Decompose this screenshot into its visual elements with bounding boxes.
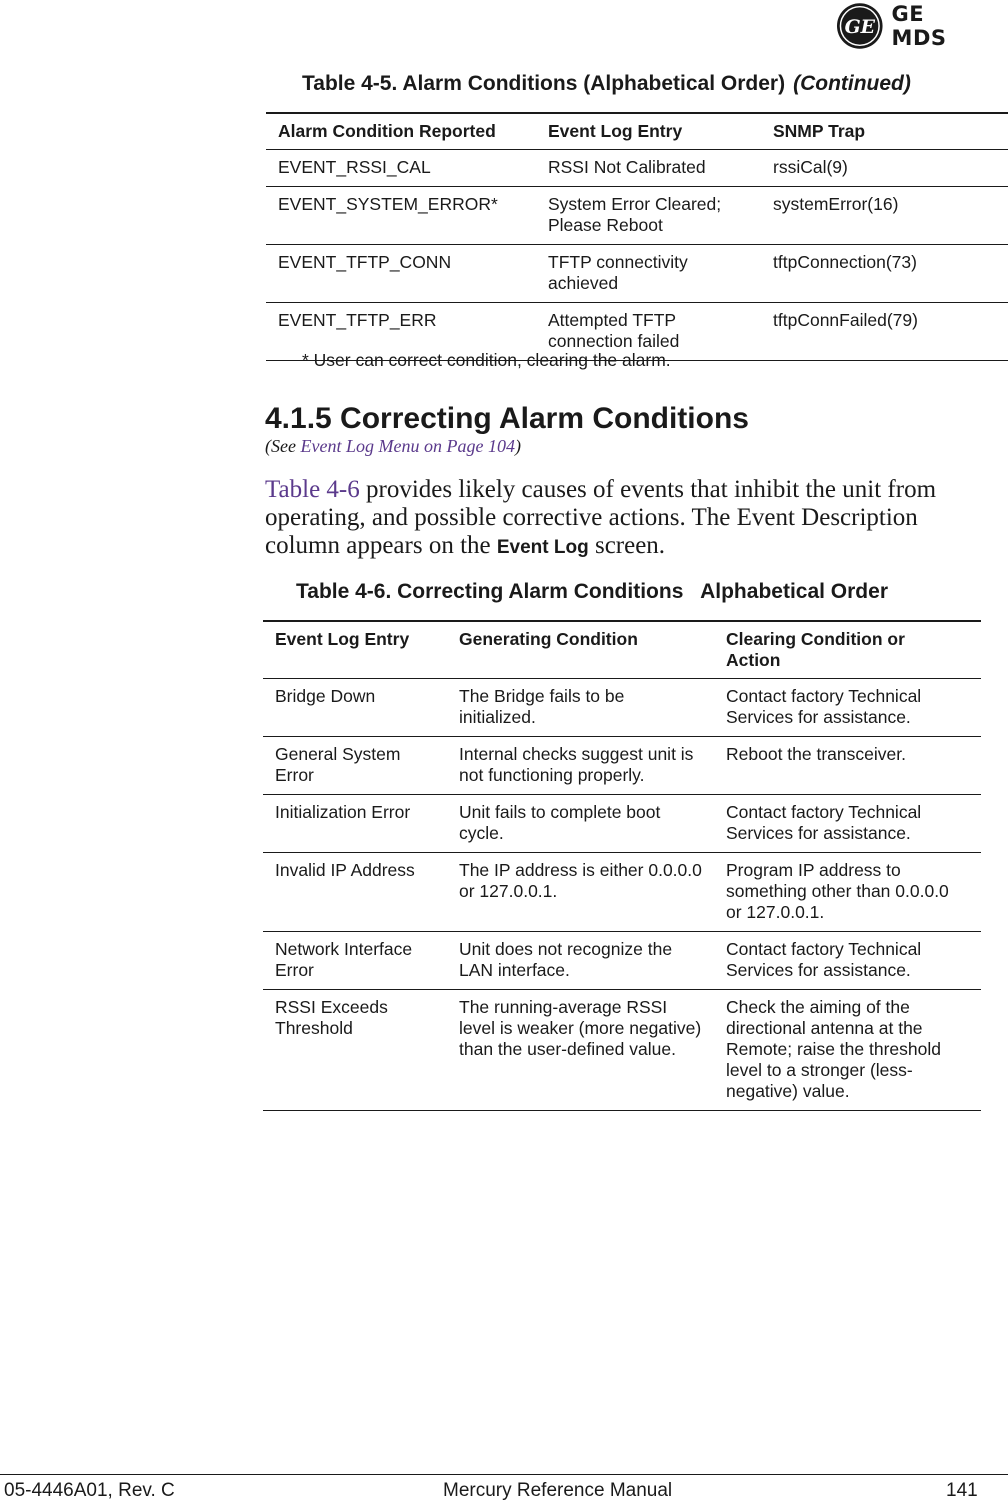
brand-name: GE MDS [891, 2, 947, 50]
table-cell: Bridge Down [275, 686, 376, 706]
body-paragraph [265, 476, 965, 562]
table-cell: TFTP connectivity achieved [548, 252, 688, 293]
table-4-6-caption: Table 4-6. Correcting Alarm Conditions Alphabetical Order [296, 580, 888, 603]
table-row [266, 187, 1008, 245]
paragraph-text-end: screen. [588, 532, 666, 559]
table-row [263, 932, 981, 990]
table-cell: Program IP address to something other than 0.0.0.0 or 127.0.0.1. [726, 860, 949, 922]
paragraph-text: provides likely causes of events that inhibit the unit from operating, and possible corrective actions. The Event Description column appears on the [265, 476, 937, 559]
ge-monogram-text: GE [844, 15, 875, 38]
column-header: Alarm Condition Reported [278, 121, 496, 141]
table-header-row [266, 113, 1008, 150]
table-cell: Unit does not recognize the LAN interface. [459, 939, 673, 980]
table-cell: The Bridge fails to be initialized. [459, 686, 625, 727]
ge-monogram-icon [836, 2, 884, 50]
table-cell: EVENT_SYSTEM_ERROR* [278, 194, 498, 214]
table-cell: Contact factory Technical Services for assistance. [726, 686, 922, 727]
table-cell: Internal checks suggest unit is not functioning properly. [459, 744, 694, 785]
section-heading: 4.1.5 Correcting Alarm Conditions [265, 402, 749, 435]
table-cell: EVENT_RSSI_CAL [278, 157, 431, 177]
table-row [263, 795, 981, 853]
footer-page-number: 141 [946, 1480, 978, 1501]
footer-doc-id: 05-4446A01, Rev. C [4, 1480, 175, 1501]
table-cell: General System Error [275, 744, 401, 785]
table-cell: systemError(16) [773, 194, 899, 214]
table-cell: Check the aiming of the directional antenna at the Remote; raise the threshold level to a stronger (less-negative) value. [726, 997, 941, 1101]
table-header-row [263, 621, 981, 679]
table-footnote: * User can correct condition, clearing the alarm. [302, 350, 671, 370]
column-header: Event Log Entry [275, 629, 410, 649]
table-cell: tftpConnFailed(79) [773, 310, 918, 330]
table-cell: tftpConnection(73) [773, 252, 917, 272]
table-row [266, 150, 1008, 187]
table-4-5-continued: (Continued) [793, 72, 911, 95]
event-log-term: Event Log [496, 537, 589, 558]
ref-prefix: (See [265, 436, 301, 456]
event-log-menu-link[interactable]: Event Log Menu on Page 104 [300, 436, 515, 456]
table-row [263, 737, 981, 795]
table-4-5-title: Table 4-5. Alarm Conditions (Alphabetical Order) [302, 72, 786, 95]
alarm-conditions-table [266, 112, 1008, 361]
table-cell: Invalid IP Address [275, 860, 415, 880]
table-cell: Contact factory Technical Services for assistance. [726, 802, 922, 843]
column-header: Event Log Entry [548, 121, 683, 141]
table-cell: Reboot the transceiver. [726, 744, 906, 764]
table-cell: EVENT_TFTP_ERR [278, 310, 437, 330]
column-header: SNMP Trap [773, 121, 866, 141]
table-cell: Network Interface Error [275, 939, 413, 980]
table-cell: EVENT_TFTP_CONN [278, 252, 452, 272]
table-4-5-caption [302, 72, 911, 96]
table-row [263, 853, 981, 932]
correcting-alarm-conditions-table [263, 620, 981, 1111]
table-row [263, 990, 981, 1111]
table-cell: rssiCal(9) [773, 157, 848, 177]
table-row [266, 245, 1008, 303]
footer-divider [0, 1474, 1008, 1475]
ge-mds-logo [836, 2, 986, 50]
table-row [263, 679, 981, 737]
table-cell: The running-average RSSI level is weaker (more negative) than the user-defined value. [459, 997, 702, 1059]
column-header: Clearing Condition or Action [726, 629, 905, 670]
table-cell: RSSI Exceeds Threshold [275, 997, 388, 1038]
table-cell: Unit fails to complete boot cycle. [459, 802, 661, 843]
table-cell: Contact factory Technical Services for assistance. [726, 939, 922, 980]
ref-suffix: ) [514, 436, 521, 456]
table-cell: RSSI Not Calibrated [548, 157, 706, 177]
table-cell: System Error Cleared; Please Reboot [548, 194, 722, 235]
footer-manual-title: Mercury Reference Manual [443, 1480, 673, 1501]
table-cell: The IP address is either 0.0.0.0 or 127.0.0.1. [459, 860, 702, 901]
column-header: Generating Condition [459, 629, 638, 649]
table-cell: Initialization Error [275, 802, 411, 822]
section-cross-reference [265, 436, 521, 457]
table-4-6-link[interactable]: Table 4-6 [265, 476, 360, 503]
table-cell: Attempted TFTP connection failed [548, 310, 680, 351]
